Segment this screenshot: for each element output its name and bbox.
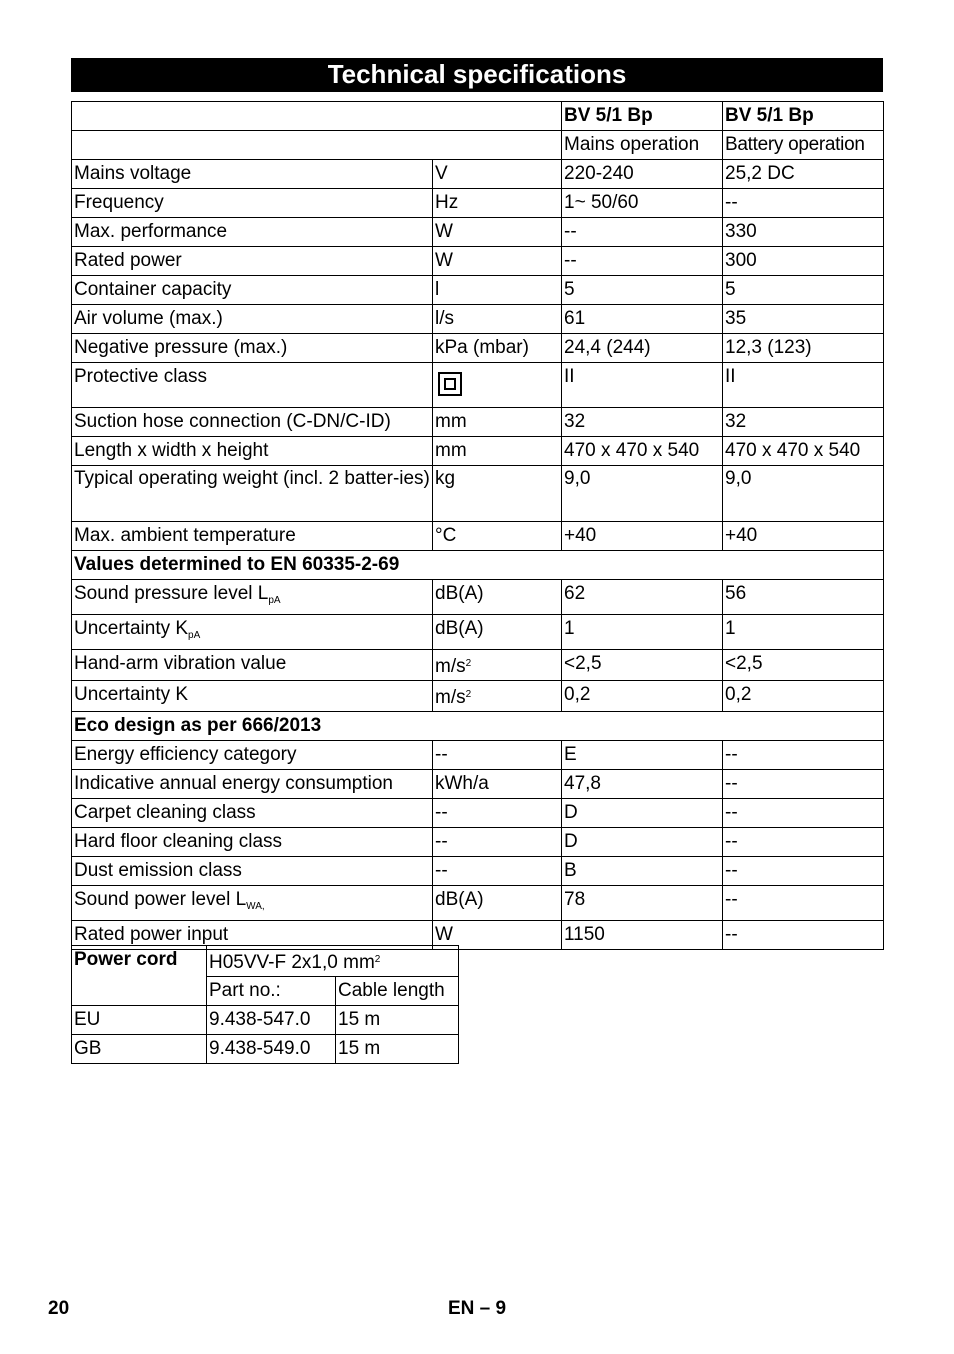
cable-length-header: Cable length — [336, 977, 459, 1006]
specifications-table — [71, 101, 884, 950]
page-title: Technical specifications — [71, 58, 883, 92]
section-heading-eco: Eco design as per 666/2013 — [72, 712, 884, 741]
table-row: GB 9.438-549.0 15 m — [72, 1035, 459, 1064]
table-row: Rated power W -- 300 — [72, 247, 884, 276]
table-row: Max. ambient temperature °C +40 +40 — [72, 522, 884, 551]
table-row: Indicative annual energy consumption kWh/a 47,8 -- — [72, 770, 884, 799]
page-number: 20 — [48, 1298, 70, 1319]
power-cord-type: H05VV-F 2x1,0 $mm^2$ — [207, 946, 459, 977]
table-row: Typical operating weight (incl. 2 batter-ies) kg 9,0 9,0 — [72, 466, 884, 522]
table-row: Length x width x height mm 470 x 470 x 540 470 x 470 x 540 — [72, 437, 884, 466]
model-header-a: BV 5/1 Bp — [562, 102, 723, 131]
protection-class-ii-icon — [438, 372, 462, 396]
table-row: Hard floor cleaning class -- D -- — [72, 828, 884, 857]
table-row: Suction hose connection (C-DN/C-ID) mm 32 32 — [72, 408, 884, 437]
table-row: Sound pressure level $L_{pA}$ dB(A) 62 56 — [72, 580, 884, 615]
table-row: Frequency Hz 1~ 50/60 -- — [72, 189, 884, 218]
mode-header-a: Mains operation — [562, 131, 723, 160]
table-row: Mains voltage V 220-240 25,2 DC — [72, 160, 884, 189]
part-number-header: Part no.: — [207, 977, 336, 1006]
table-row: Hand-arm vibration value $m/s^2$ <2,5 <2,5 — [72, 650, 884, 681]
power-cord-table — [71, 945, 459, 1064]
table-row: Sound power level $L_{WA,}$ dB(A) 78 -- — [72, 886, 884, 921]
mode-header-b: Battery operation — [723, 131, 884, 160]
model-header-b: BV 5/1 Bp — [723, 102, 884, 131]
table-row: Uncertainty $K_{pA}$ dB(A) 1 1 — [72, 615, 884, 650]
table-row: Carpet cleaning class -- D -- — [72, 799, 884, 828]
table-row: Container capacity l 5 5 — [72, 276, 884, 305]
section-heading-en: Values determined to EN 60335-2-69 — [72, 551, 884, 580]
page-reference: EN – 9 — [448, 1298, 507, 1319]
table-row: Dust emission class -- B -- — [72, 857, 884, 886]
table-row: Uncertainty K $m/s^2$ 0,2 0,2 — [72, 681, 884, 712]
table-row: Protective class II II — [72, 363, 884, 408]
table-row: Rated power input W 1150 -- — [72, 921, 884, 950]
table-row: Energy efficiency category -- E -- — [72, 741, 884, 770]
power-cord-label: Power cord — [72, 946, 207, 1006]
table-row: Max. performance W -- 330 — [72, 218, 884, 247]
table-row: Negative pressure (max.) kPa (mbar) 24,4 (244) 12,3 (123) — [72, 334, 884, 363]
table-row: EU 9.438-547.0 15 m — [72, 1006, 459, 1035]
table-row: Air volume (max.) l/s 61 35 — [72, 305, 884, 334]
